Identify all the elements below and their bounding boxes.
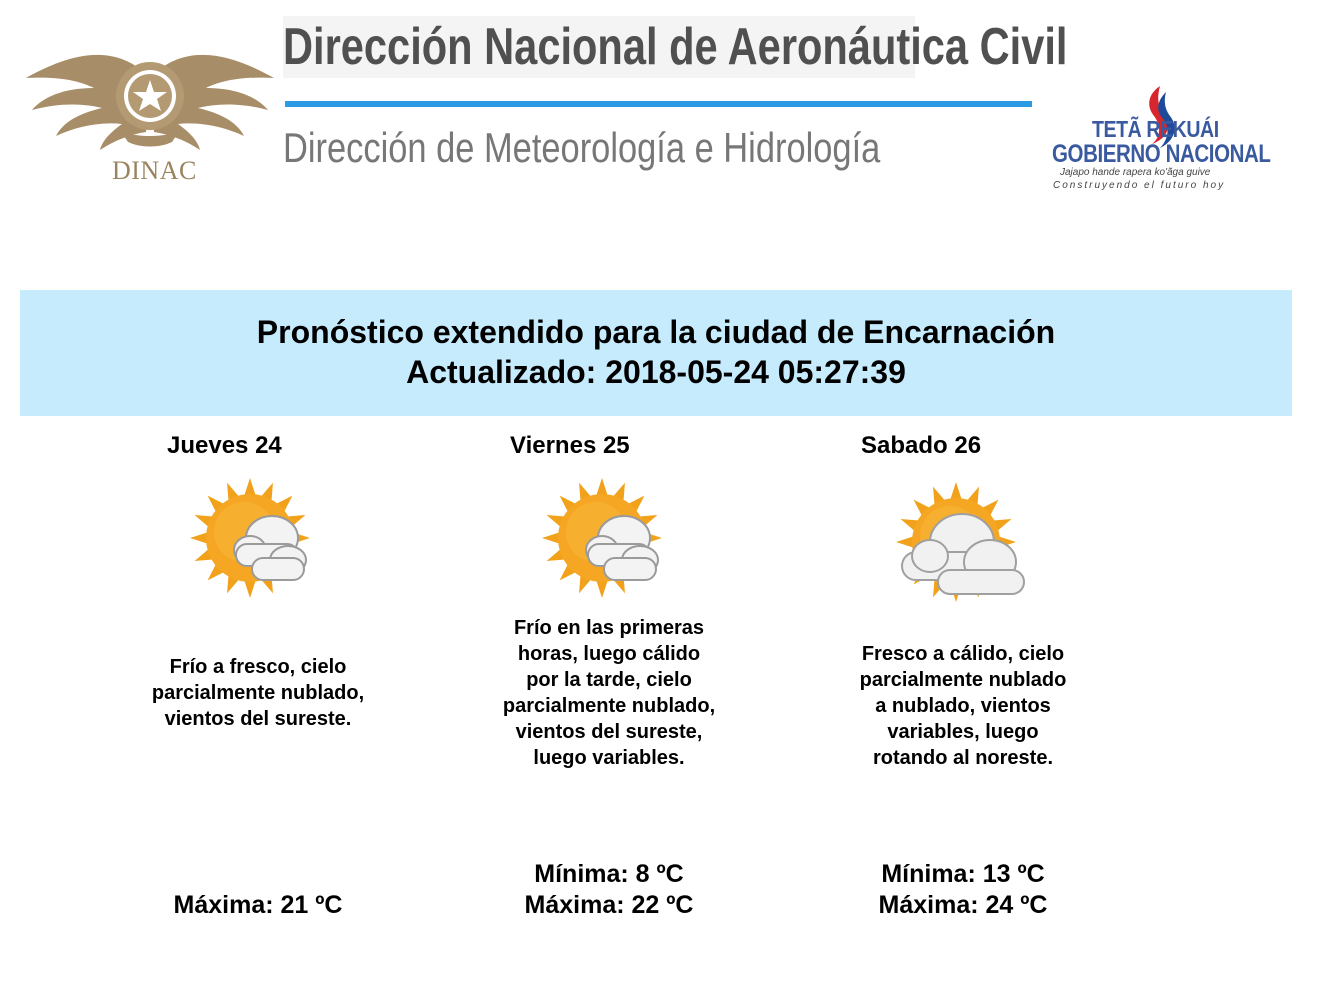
- forecast-updated-timestamp: Actualizado: 2018-05-24 05:27:39: [406, 354, 906, 390]
- day-description: Frío en las primeras horas, luego cálido por la tarde, cielo parcialmente nublado, vientos del sureste, luego variables.: [502, 617, 716, 769]
- gov-logo-line2: GOBIERNO NACIONAL: [1052, 140, 1271, 168]
- day-name: Sabado 26: [861, 432, 982, 459]
- day-description: Fresco a cálido, cielo parcialmente nublado a nublado, vientos variables, luego rotando al noreste.: [859, 643, 1067, 769]
- max-temperature: Máxima: 21 ºC: [173, 891, 343, 919]
- title-divider: [285, 101, 1032, 107]
- forecast-title: Pronóstico extendido para la ciudad de Encarnación: [256, 314, 1056, 350]
- min-temperature: Mínima: 13 ºC: [881, 860, 1045, 888]
- org-subtitle: Dirección de Meteorología e Hidrología: [283, 124, 881, 171]
- sun-cloud-icon: [540, 474, 676, 610]
- day-description: Frío a fresco, cielo parcialmente nublado, vientos del sureste.: [151, 656, 365, 730]
- gov-logo-tagline-spanish: Construyendo el futuro hoy: [1053, 180, 1226, 191]
- max-temperature: Máxima: 22 ºC: [524, 891, 694, 919]
- day-name: Viernes 25: [510, 432, 630, 459]
- gov-logo-tagline-guarani: Jajapo hande rapera ko'ãga guive: [1060, 167, 1211, 178]
- org-title: Dirección Nacional de Aeronáutica Civil: [283, 18, 1068, 76]
- min-temperature: Mínima: 8 ºC: [534, 860, 684, 888]
- sun-cloud-icon: [188, 474, 324, 610]
- day-name: Jueves 24: [167, 432, 282, 459]
- sun-clouds-icon: [894, 478, 1030, 614]
- max-temperature: Máxima: 24 ºC: [878, 891, 1048, 919]
- forecast-banner: [20, 290, 1292, 416]
- gov-logo-line1: TETÃ REKUÁI: [1092, 116, 1219, 142]
- dinac-logo-text: DINAC: [112, 156, 197, 185]
